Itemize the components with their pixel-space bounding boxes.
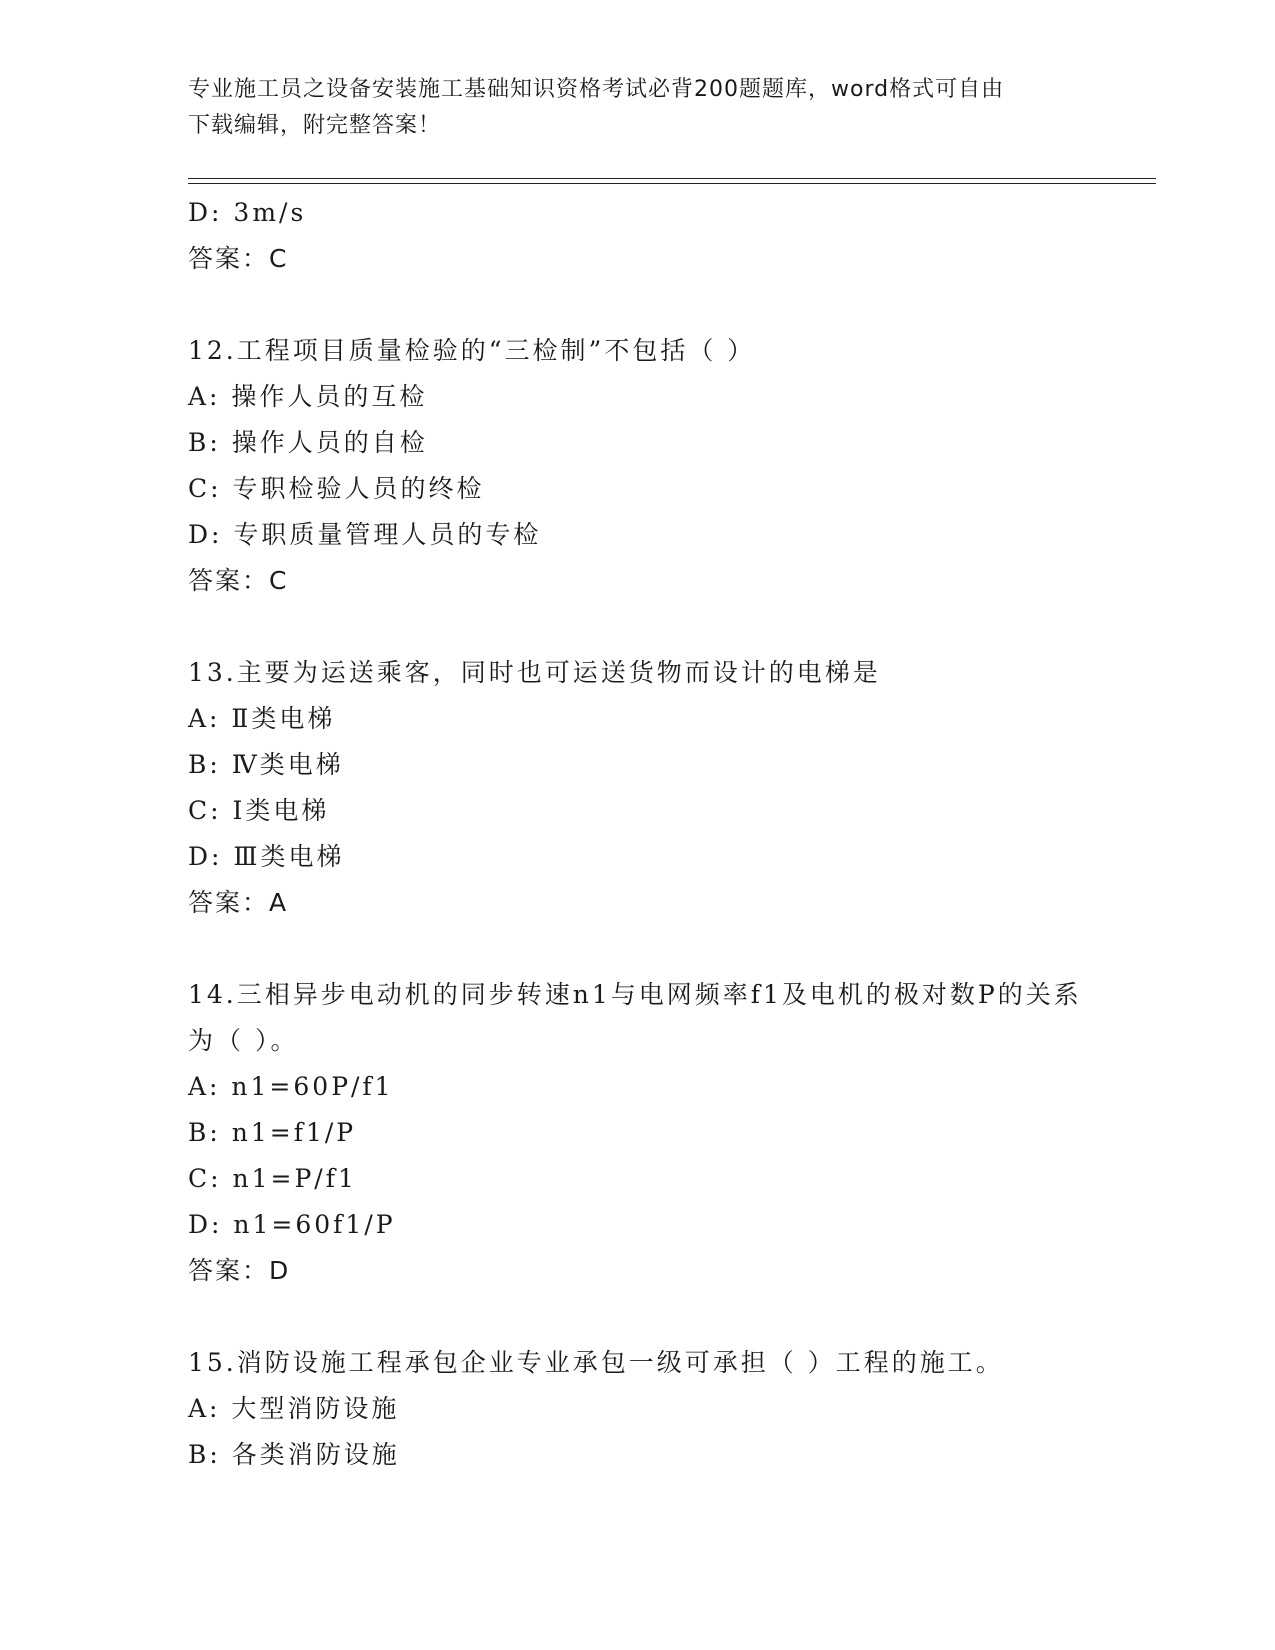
header-line-1: 专业施工员之设备安装施工基础知识资格考试必背200题题库，word格式可自由 [188, 77, 1005, 102]
option-d: D: 3m/s [188, 198, 307, 227]
question-stem: 12.工程项目质量检验的“三检制”不包括（ ） [188, 336, 756, 365]
document-header [188, 72, 1088, 144]
option-b: B: Ⅳ类电梯 [188, 750, 344, 779]
header-divider-secondary [188, 183, 1156, 184]
option-c: C: n1=P/f1 [188, 1164, 357, 1193]
answer: 答案：C [188, 566, 289, 595]
option-a: A: n1=60P/f1 [188, 1072, 394, 1101]
option-a: A: 操作人员的互检 [188, 382, 428, 411]
option-c: C: Ⅰ类电梯 [188, 796, 330, 825]
option-b: B: n1=f1/P [188, 1118, 357, 1147]
question-list [188, 190, 1088, 1478]
answer: 答案：A [188, 888, 289, 917]
option-a: A: Ⅱ类电梯 [188, 704, 336, 733]
option-d: D: n1=60f1/P [188, 1210, 396, 1239]
option-d: D: Ⅲ类电梯 [188, 842, 345, 871]
question-stem: 13.主要为运送乘客，同时也可运送货物而设计的电梯是 [188, 658, 881, 687]
option-d: D: 专职质量管理人员的专检 [188, 520, 542, 549]
question-stem: 15.消防设施工程承包企业专业承包一级可承担（ ）工程的施工。 [188, 1348, 1004, 1377]
header-line-2: 下载编辑，附完整答案！ [188, 113, 442, 138]
option-b: B: 各类消防设施 [188, 1440, 400, 1469]
header-divider [188, 178, 1156, 179]
answer: 答案：C [188, 244, 289, 273]
option-c: C: 专职检验人员的终检 [188, 474, 485, 503]
option-b: B: 操作人员的自检 [188, 428, 428, 457]
question-stem: 14.三相异步电动机的同步转速n1与电网频率f1及电机的极对数P的关系为（ ）。 [188, 980, 1082, 1055]
answer: 答案：D [188, 1256, 291, 1285]
option-a: A: 大型消防设施 [188, 1394, 400, 1423]
